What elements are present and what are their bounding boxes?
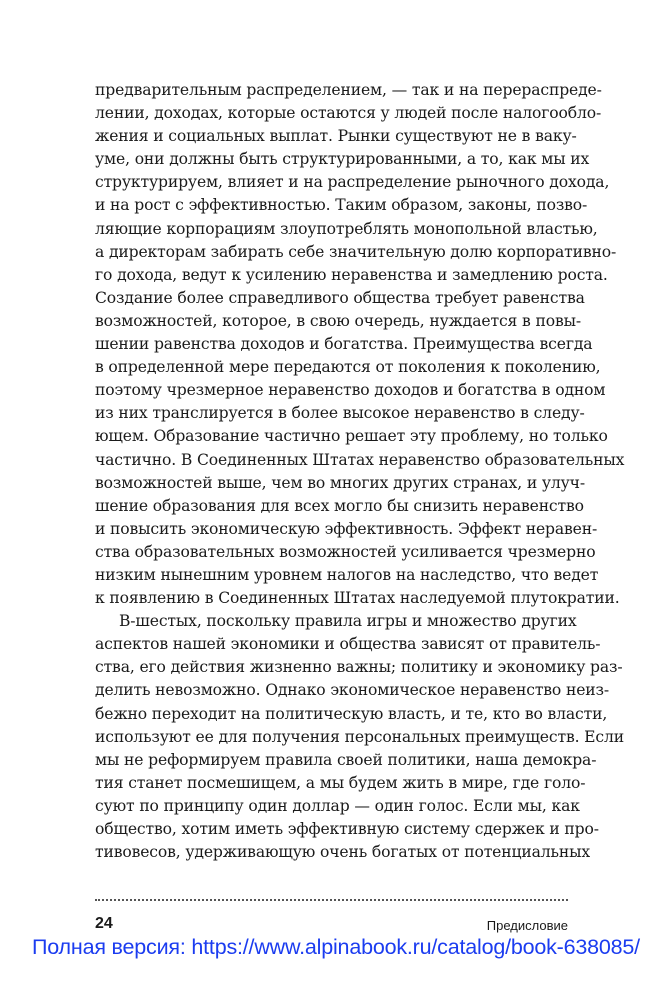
paragraph-1 [95, 79, 625, 610]
text-line: ства, его действия жизненно важны; политику и экономику раз- [95, 658, 623, 677]
text-line: Создание более справедливого общества требует равенства [95, 288, 585, 307]
text-line: шение образования для всех могло бы снизить неравенство [95, 496, 584, 515]
text-line: мы не реформируем правила своей политики, наша демокра- [95, 750, 597, 769]
text-line: используют ее для получения персональных преимуществ. Если [95, 727, 625, 746]
text-line: возможностей, которое, в свою очередь, нуждается в повы- [95, 311, 581, 330]
text-line: ства образовательных возможностей усиливается чрезмерно [95, 542, 596, 561]
text-line: В-шестых, поскольку правила игры и множество других [119, 612, 577, 631]
text-line: тия станет посмешищем, а мы будем жить в мире, где голо- [95, 773, 586, 792]
text-line: бежно переходит на политическую власть, и те, кто во власти, [95, 704, 608, 723]
text-line: в определенной мере передаются от поколения к поколению, [95, 358, 601, 377]
text-line: предварительным распределением, — так и на перераспреде- [95, 81, 602, 99]
footer-divider [95, 899, 568, 901]
text-line: тивовесов, удерживающую очень богатых от потенциальных [95, 843, 591, 862]
text-line: низким нынешним уровнем налогов на наследство, что ведет [95, 565, 599, 584]
text-line: ляющие корпорациям злоупотреблять монопольной властью, [95, 219, 598, 238]
text-line: суют по принципу один доллар — один голос. Если мы, как [95, 796, 580, 815]
text-line: к появлению в Соединенных Штатах наследуемой плутократии. [95, 589, 620, 608]
text-line: делить невозможно. Однако экономическое неравенство неиз- [95, 681, 610, 700]
text-line: поэтому чрезмерное неравенство доходов и богатства в одном [95, 381, 606, 400]
text-line: уме, они должны быть структурированными, а то, как мы их [95, 150, 590, 169]
text-line: общество, хотим иметь эффективную систему сдержек и про- [95, 820, 599, 838]
section-title: Предисловие [486, 918, 568, 933]
text-line: возможностей выше, чем во многих других странах, и улуч- [95, 473, 585, 492]
text-line: и на рост с эффективностью. Таким образом, законы, позво- [95, 196, 588, 215]
text-line: и повысить экономическую эффективность. Эффект неравен- [95, 519, 598, 538]
text-line: частично. В Соединенных Штатах неравенство образовательных [95, 450, 625, 469]
text-line: лении, доходах, которые остаются у людей после налогообло- [95, 104, 602, 123]
text-line: го дохода, ведут к усилению неравенства и замедлению роста. [95, 265, 608, 284]
text-line: структурируем, влияет и на распределение рыночного дохода, [95, 173, 610, 192]
text-line: шении равенства доходов и богатства. Преимущества всегда [95, 335, 593, 354]
full-version-link[interactable]: Полная версия: https://www.alpinabook.ru/catalog/book-638085/ [32, 935, 640, 959]
text-line: аспектов нашей экономики и общества зависят от правитель- [95, 635, 601, 654]
paragraph-2 [95, 610, 625, 864]
page-number: 24 [95, 915, 113, 932]
page-body [95, 79, 625, 864]
text-line: жения и социальных выплат. Рынки существуют не в ваку- [95, 127, 577, 146]
text-line: а директорам забирать себе значительную долю корпоративно- [95, 242, 617, 261]
text-line: ющем. Образование частично решает эту проблему, но только [95, 427, 608, 446]
text-line: из них транслируется в более высокое неравенство в следу- [95, 404, 585, 423]
